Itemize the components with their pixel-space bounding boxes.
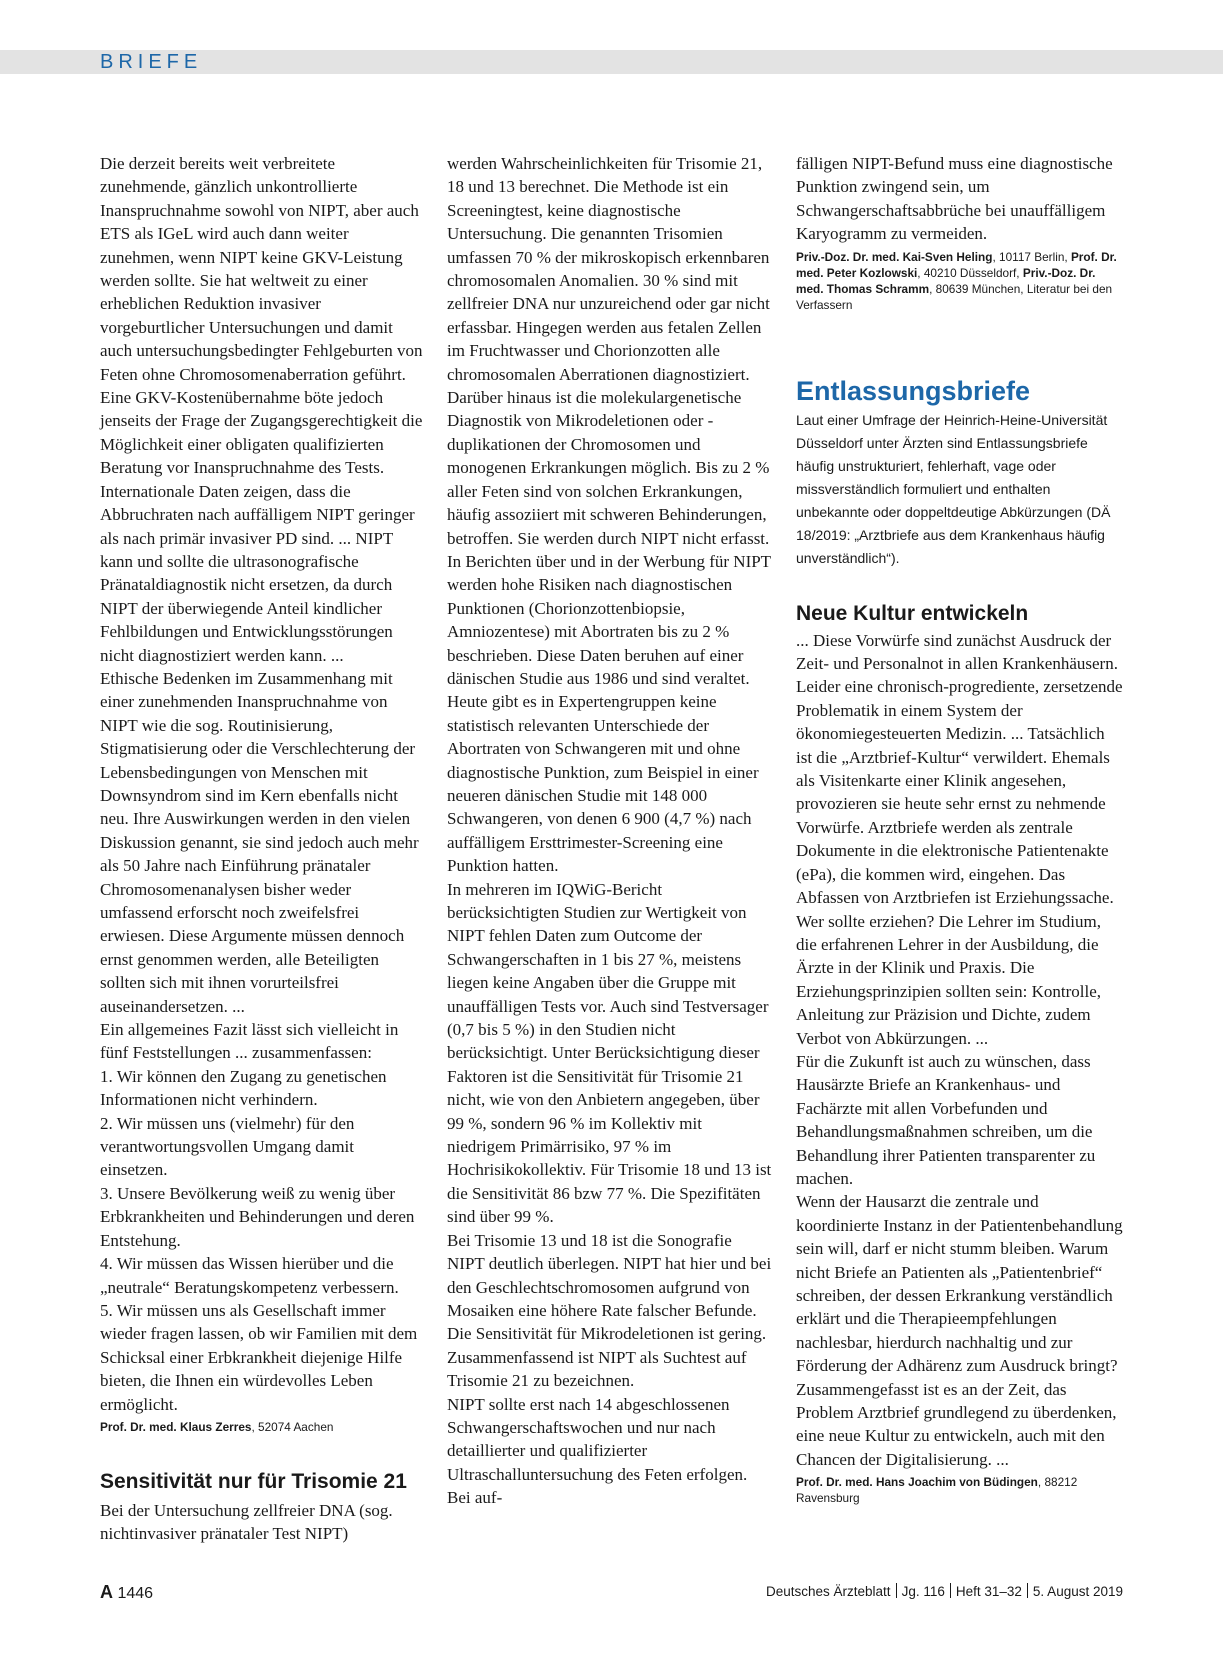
signature-place: , 10117 Berlin, — [992, 249, 1071, 264]
letter-buedingen-body — [796, 629, 1124, 1472]
signature — [796, 1474, 1124, 1506]
article-title: Entlassungsbriefe — [796, 375, 1031, 406]
paragraph: Bei der Untersuchung zellfreier DNA (sog. nichtinvasiver pränataler Test NIPT) — [100, 1500, 393, 1544]
list-item: 5. Wir müssen uns als Gesellschaft immer wieder fragen lassen, ob wir Familien mit dem Schicksal einer Erbkrankheit diejenige Hilfe bieten, die Ihnen ein würdevolles Leben ermöglicht. — [100, 1300, 418, 1414]
paragraph: In Berichten über und in der Werbung für NIPT werden hohe Risiken nach diagnostischen Punktionen (Chorionzottenbiopsie, Amniozentese) mit Abortraten bis zu 2 % beschrieben. Diese Daten beruhen auf einer dänischen Studie aus 1986 und sind veraltet. Heute gibt es in Expertengruppen keine statistisch relevanten Unterschiede der Abortraten von Schwangeren mit und ohne diagnostische Punktion, zum Beispiel in einer neueren dänischen Studie mit 148 000 Schwangeren, von denen 6 900 (4,7 %) nach auffälligem Ersttrimester-Screening eine Punktion hatten. — [447, 551, 771, 876]
journal-info — [766, 1580, 1123, 1604]
journal-issue: Heft 31–32 — [955, 1584, 1022, 1599]
paragraph: Zusammenfassend ist NIPT als Suchtest auf Trisomie 21 zu bezeichnen. — [447, 1347, 747, 1391]
paragraph: Bei Trisomie 13 und 18 ist die Sonografie NIPT deutlich überlegen. NIPT hat hier und bei den Geschlechtschromosomen aufgrund von Mosaiken eine höhere Rate falscher Befunde. Die Sensitivität für Mikrodeletionen ist gering. — [447, 1230, 772, 1344]
paragraph: NIPT sollte erst nach 14 abgeschlossenen Schwangerschaftswochen und nur nach detaillierter und qualifizierter Ultraschalluntersuchung des Feten erfolgen. Bei auf- — [447, 1394, 748, 1508]
page-prefix: A — [100, 1582, 113, 1602]
list-item: 4. Wir müssen das Wissen hierüber und die „neutrale“ Beratungskompetenz verbessern. — [100, 1254, 399, 1297]
signature-place: , 52074 Aachen — [251, 1419, 334, 1434]
separator — [896, 1583, 897, 1598]
column-2 — [447, 152, 773, 1510]
signature-name: Priv.-Doz. Dr. med. Kai-Sven Heling — [796, 249, 993, 264]
signature — [796, 249, 1124, 313]
paragraph: Wenn der Hausarzt die zentrale und koordinierte Instanz in der Patientenbehandlung sein will, darf er nicht stumm bleiben. Warum nicht Briefe an Patienten als „Patientenbrief“ schreiben, der dessen Erkrankung verständlich erklärt und die Therapieempfehlungen nachlesbar, hierdurch nachhaltig und zur Förderung der Adhärenz zum Ausdruck bringt? — [796, 1192, 1123, 1376]
signature-name: Priv.-Doz. Dr. med. Thomas Schramm — [796, 265, 1096, 296]
section-label: BRIEFE — [100, 51, 203, 73]
paragraph: fälligen NIPT-Befund muss eine diagnostische Punktion zwingend sein, um Schwangerschaftsabbrüche bei unauffälligem Karyogramm zu vermeiden. — [796, 154, 1113, 244]
subheading: Neue Kultur entwickeln — [796, 601, 1029, 625]
letter-sensitivity-body — [447, 152, 773, 1510]
list-item: 1. Wir können den Zugang zu genetischen Informationen nicht verhindern. — [100, 1066, 387, 1110]
separator — [1027, 1583, 1028, 1598]
page-number — [100, 1580, 153, 1604]
letter-heading: Sensitivität nur für Trisomie 21 — [100, 1469, 407, 1493]
journal-volume: Jg. 116 — [901, 1584, 945, 1599]
letter-zerres-body — [100, 152, 424, 1416]
signature-name: Prof. Dr. med. Klaus Zerres — [100, 1419, 252, 1434]
signature-place: , 80639 München, Literatur bei den Verfassern — [796, 281, 1113, 312]
signature-place: , 88212 Ravensburg — [796, 1475, 1078, 1506]
separator — [950, 1583, 951, 1598]
list-item: 3. Unsere Bevölkerung weiß zu wenig über Erbkrankheiten und Behinderungen und deren Entstehung. — [100, 1183, 415, 1250]
article-lead: Laut einer Umfrage der Heinrich-Heine-Universität Düsseldorf unter Ärzten sind Entlassungsbriefe häufig unstrukturiert, fehlerhaft, vage oder missverständlich formuliert und enthalten unbekannte oder doppeltdeutige Abkürzungen (DÄ 18/2019: „Arztbriefe aus dem Krankenhaus häufig unverständlich“). — [796, 411, 1111, 566]
paragraph: Ethische Bedenken im Zusammenhang mit einer zunehmenden Inanspruchnahme von NIPT wie die sog. Routinisierung, Stigmatisierung oder die Verschlechterung der Lebensbedingungen von Menschen mit Downsyndrom sind im Kern ebenfalls nicht neu. Ihre Auswirkungen werden in den vielen Diskussion genannt, sie sind jedoch auch mehr als 50 Jahre nach Einführung pränataler Chromosomenanalysen bisher weder umfassend erforscht noch zweifelsfrei erwiesen. Diese Argumente müssen dennoch ernst genommen werden, alle Beteiligten sollten sich mit ihnen vorurteilsfrei auseinandersetzen. ... — [100, 668, 419, 1016]
paragraph: Die derzeit bereits weit verbreitete zunehmende, gänzlich unkontrollierte Inanspruchnahme sowohl von NIPT, aber auch ETS als IGeL wird auch dann weiter zunehmen, wenn NIPT keine GKV-Leistung werden sollte. Sie hat weltweit zu einer erheblichen Reduktion invasiver vorgeburtlicher Untersuchungen und damit auch untersuchungsbedingter Fehlgeburten von Feten ohne Chromosomenaberration geführt. Eine GKV-Kostenübernahme böte jedoch jenseits der Frage der Zugangsgerechtigkeit die Möglichkeit einer obligaten qualifizierten Beratung vor Inanspruchnahme des Tests. Internationale Daten zeigen, dass die Abbruchraten nach auffälligem NIPT geringer als nach primär invasiver PD sind. ... NIPT kann und sollte die ultrasonografische Pränataldiagnostik nicht ersetzen, da durch NIPT der überwiegende Anteil kindlicher Fehlbildungen und Entwicklungsstörungen nicht diagnostiziert werden kann. ... — [100, 154, 423, 665]
paragraph: Zusammengefasst ist es an der Zeit, das Problem Arztbrief grundlegend zu überdenken, eine neue Kultur zu entwickeln, auch mit den Chancen der Digitalisierung. ... — [796, 1379, 1117, 1469]
paragraph: Ein allgemeines Fazit lässt sich vielleicht in fünf Feststellungen ... zusammenfassen: — [100, 1020, 399, 1063]
paragraph: In mehreren im IQWiG-Bericht berücksichtigten Studien zur Wertigkeit von NIPT fehlen Daten zum Outcome der Schwangerschaften in 1 bis 27 %, meistens liegen keine Angaben über die Gruppe mit unauffälligen Tests vor. Auch sind Testversager (0,7 bis 5 %) in den Studien nicht berücksichtigt. Unter Berücksichtigung dieser Faktoren ist die Sensitivität für Trisomie 21 nicht, wie von den Anbietern angegeben, über 99 %, sondern 96 % im Kollektiv mit niedrigem Primärrisiko, 97 % im Hochrisikokollektiv. Für Trisomie 18 und 13 ist die Sensitivität 86 bzw 77 %. Die Spezifitäten sind über 99 %. — [447, 879, 772, 1227]
signature — [100, 1419, 424, 1435]
signature-name: Prof. Dr. med. Hans Joachim von Büdingen — [796, 1475, 1038, 1490]
paragraph: ... Diese Vorwürfe sind zunächst Ausdruck der Zeit- und Personalnot in allen Krankenhäusern. Leider eine chronisch-progrediente, zersetzende Problematik in einem System der ökonomiegesteuerten Medizin. ... Tatsächlich ist die „Arztbrief-Kultur“ verwildert. Ehemals als Visitenkarte einer Klinik angesehen, provozieren sie heute sehr ernst zu nehmende Vorwürfe. Arztbriefe werden als zentrale Dokumente in die elektronische Patientenakte (ePa), die kommen wird, eingehen. Das Abfassen von Arztbriefen ist Erziehungssache. Wer sollte erziehen? Die Lehrer im Studium, die erfahrenen Lehrer in der Ausbildung, die Ärzte in der Klinik und Praxis. Die Erziehungsprinzipien sollten sein: Kontrolle, Anleitung zur Präzision und Dichte, zudem Verbot von Abkürzungen. ... — [796, 630, 1123, 1048]
journal-name: Deutsches Ärzteblatt — [766, 1584, 891, 1599]
paragraph: werden Wahrscheinlichkeiten für Trisomie 21, 18 und 13 berechnet. Die Methode ist ein Screeningtest, keine diagnostische Untersuchung. Die genannten Trisomien umfassen 70 % der mikroskopisch erkennbaren chromosomalen Anomalien. 30 % sind mit zellfreier DNA nur unzureichend oder gar nicht erfassbar. Hingegen werden aus fetalen Zellen im Fruchtwasser und Chorionzotten alle chromosomalen Aberrationen diagnostiziert. Darüber hinaus ist die molekulargenetische Diagnostik von Mikrodeletionen oder -duplikationen der Chromosomen und monogenen Erkrankungen möglich. Bis zu 2 % aller Feten sind von solchen Erkrankungen, häufig assoziiert mit schweren Behinderungen, betroffen. Sie werden durch NIPT nicht erfasst. — [447, 154, 770, 548]
signature-name: Prof. Dr. med. Peter Kozlowski — [796, 249, 1117, 280]
column-1 — [100, 152, 424, 1546]
list-item: 2. Wir müssen uns (vielmehr) für den verantwortungsvollen Umgang damit einsetzen. — [100, 1113, 355, 1180]
journal-date: 5. August 2019 — [1032, 1584, 1123, 1599]
column-3 — [796, 152, 1124, 1506]
page-number-value: 1446 — [113, 1585, 154, 1602]
signature-place: , 40210 Düsseldorf, — [917, 265, 1023, 280]
paragraph: Für die Zukunft ist auch zu wünschen, dass Hausärzte Briefe an Krankenhaus- und Fachärzte mit allen Vorbefunden und Behandlungsmaßnahmen schreiben, um die Behandlung ihrer Patienten transparenter zu machen. — [796, 1051, 1096, 1188]
